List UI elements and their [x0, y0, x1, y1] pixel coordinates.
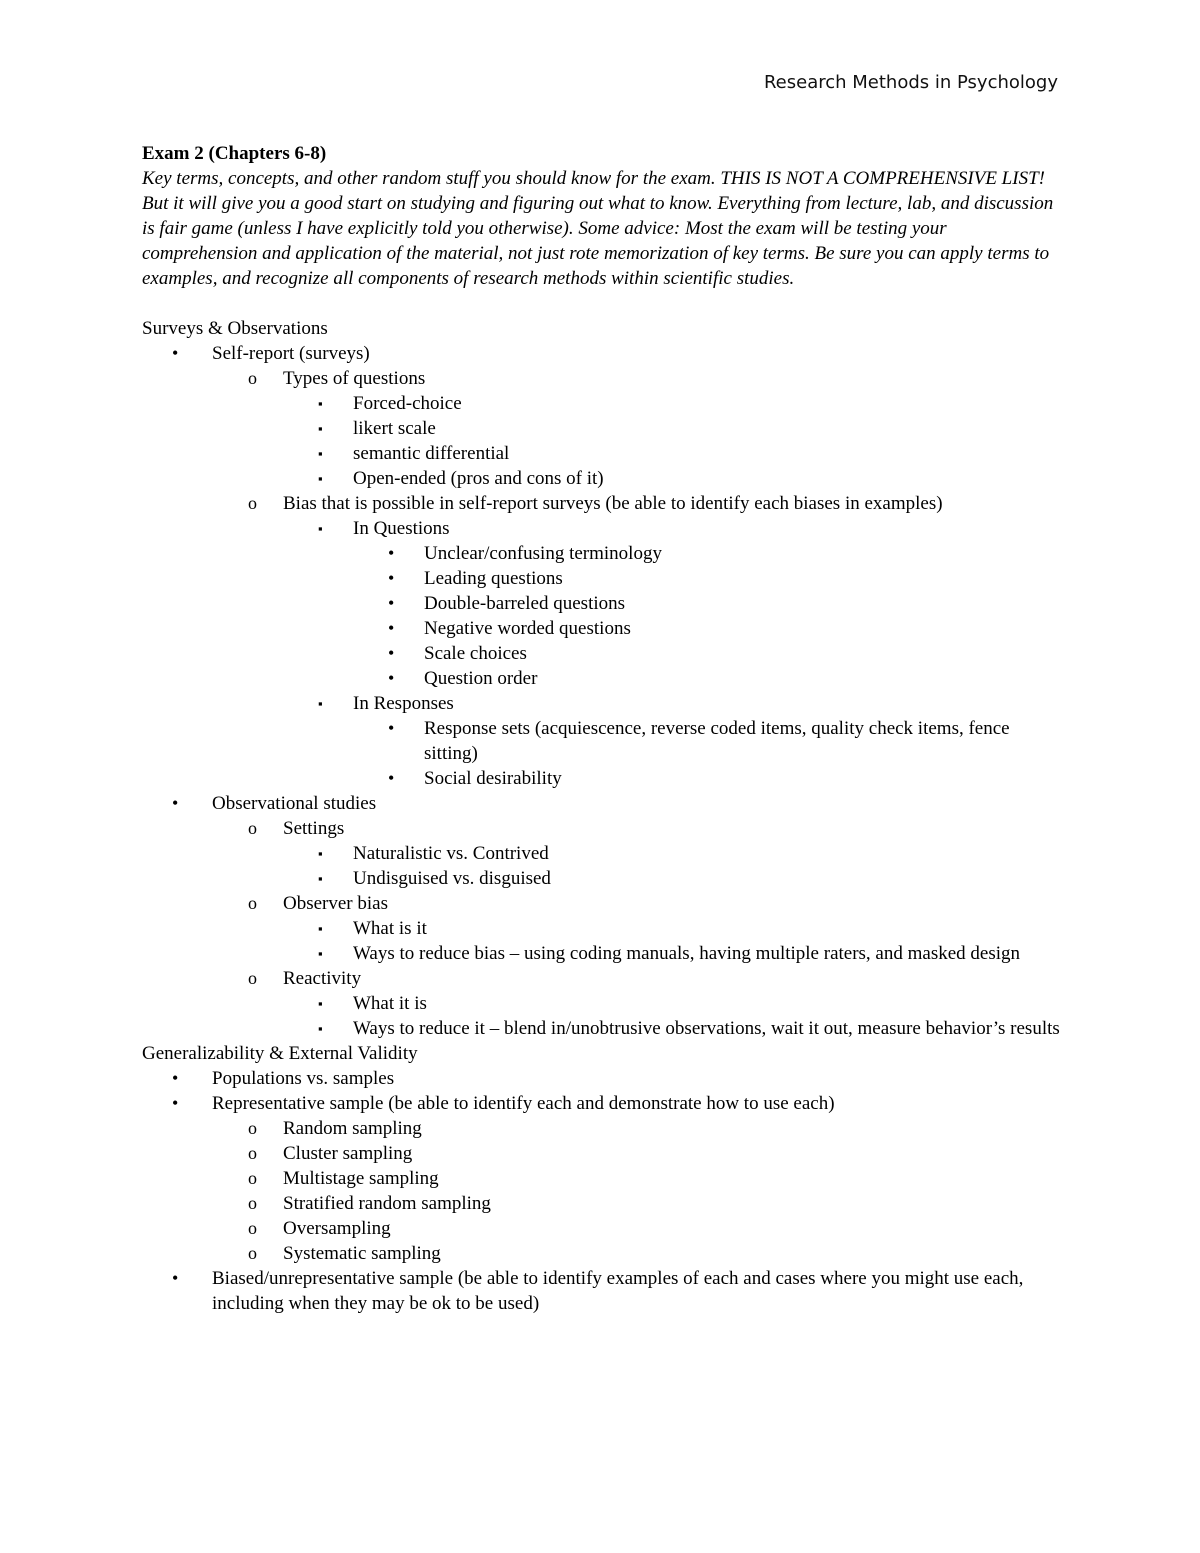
circle-marker-icon: o — [248, 368, 257, 388]
list-item-text: Negative worded questions — [424, 618, 631, 639]
list-item-level-4 — [142, 616, 1062, 641]
list-item-text: What it is — [353, 993, 427, 1014]
list-item-level-1 — [142, 1091, 1062, 1116]
list-item-text: Ways to reduce bias – using coding manuals, having multiple raters, and masked design — [353, 943, 1021, 964]
list-item-level-4 — [142, 666, 1062, 691]
bullet-marker-icon: • — [172, 1068, 179, 1088]
list-item-level-3 — [142, 391, 1062, 416]
list-item-level-3 — [142, 1016, 1062, 1041]
circle-marker-icon: o — [248, 968, 257, 988]
circle-marker-icon: o — [248, 1243, 257, 1263]
list-item-text: semantic differential — [353, 443, 510, 464]
square-marker-icon: ▪ — [318, 696, 323, 711]
list-item-text: Observational studies — [212, 793, 377, 814]
list-item-level-2 — [142, 1191, 1062, 1216]
list-item-text: Double-barreled questions — [424, 593, 626, 614]
list-item-text: Forced-choice — [353, 393, 462, 414]
bullet-marker-icon: • — [388, 593, 395, 613]
bullet-marker-icon: • — [172, 343, 179, 363]
list-item-text: Reactivity — [283, 968, 362, 989]
list-item-text: Types of questions — [283, 368, 426, 389]
list-item-text: Biased/unrepresentative sample (be able to identify examples of each and cases where you might use each, including when they may be ok to be used) — [212, 1268, 1024, 1314]
list-item-level-2 — [142, 891, 1062, 916]
circle-marker-icon: o — [248, 1218, 257, 1238]
circle-marker-icon: o — [248, 893, 257, 913]
circle-marker-icon: o — [248, 818, 257, 838]
list-item-level-2 — [142, 816, 1062, 841]
circle-marker-icon: o — [248, 1143, 257, 1163]
list-item-level-2 — [142, 491, 1062, 516]
list-item-level-3 — [142, 416, 1062, 441]
list-item-level-2 — [142, 1241, 1062, 1266]
bullet-marker-icon: • — [172, 1268, 179, 1288]
list-item-text: Unclear/confusing terminology — [424, 543, 662, 564]
section-heading: Surveys & Observations — [142, 318, 328, 339]
list-item-level-3 — [142, 866, 1062, 891]
page-header: Research Methods in Psychology — [763, 72, 1058, 93]
outline — [142, 316, 1062, 1316]
square-marker-icon: ▪ — [318, 446, 323, 461]
square-marker-icon: ▪ — [318, 921, 323, 936]
circle-marker-icon: o — [248, 1193, 257, 1213]
square-marker-icon: ▪ — [318, 471, 323, 486]
list-item-level-3 — [142, 466, 1062, 491]
square-marker-icon: ▪ — [318, 421, 323, 436]
list-item-text: Leading questions — [424, 568, 563, 589]
list-item-level-2 — [142, 1116, 1062, 1141]
list-item-text: In Questions — [353, 518, 450, 539]
square-marker-icon: ▪ — [318, 996, 323, 1011]
list-item-level-3 — [142, 516, 1062, 541]
list-item-level-1 — [142, 791, 1062, 816]
list-item-text: Scale choices — [424, 643, 527, 664]
bullet-marker-icon: • — [388, 643, 395, 663]
list-item-text: Populations vs. samples — [212, 1068, 395, 1089]
list-item-text: What is it — [353, 918, 427, 939]
list-item-text: Cluster sampling — [283, 1143, 413, 1164]
list-item-text: Settings — [283, 818, 345, 839]
list-item-level-4 — [142, 716, 1062, 766]
bullet-marker-icon: • — [388, 768, 395, 788]
list-item-level-3 — [142, 691, 1062, 716]
square-marker-icon: ▪ — [318, 521, 323, 536]
list-item-level-2 — [142, 1216, 1062, 1241]
list-item-text: Representative sample (be able to identify each and demonstrate how to use each) — [212, 1093, 835, 1114]
list-item-text: Question order — [424, 668, 538, 689]
list-item-level-2 — [142, 1141, 1062, 1166]
list-item-level-1 — [142, 1066, 1062, 1091]
list-item-level-4 — [142, 641, 1062, 666]
document-body — [142, 141, 1062, 1316]
list-item-level-2 — [142, 366, 1062, 391]
list-item-text: In Responses — [353, 693, 454, 714]
list-item-level-2 — [142, 966, 1062, 991]
bullet-marker-icon: • — [388, 568, 395, 588]
intro-paragraph: Key terms, concepts, and other random stuff you should know for the exam. THIS IS NOT A COMPREHENSIVE LIST! But it will give you a good start on studying and figuring out what to know. Everything from lecture, lab, and discussion is fair game (unless I have explicitly told you otherwise). Some advice: Most the exam will be testing your comprehension and application of the material, not just rote memorization of key terms. Be sure you can apply terms to examples, and recognize all components of research methods within scientific studies. — [142, 168, 1054, 289]
list-item-text: Multistage sampling — [283, 1168, 439, 1189]
circle-marker-icon: o — [248, 493, 257, 513]
list-item-level-3 — [142, 916, 1062, 941]
list-item-level-4 — [142, 591, 1062, 616]
section-heading: Generalizability & External Validity — [142, 1043, 418, 1064]
list-item-text: Systematic sampling — [283, 1243, 441, 1264]
square-marker-icon: ▪ — [318, 396, 323, 411]
list-item-level-1 — [142, 341, 1062, 366]
list-item-text: Observer bias — [283, 893, 388, 914]
list-item-level-1 — [142, 1266, 1062, 1316]
list-item-level-3 — [142, 941, 1062, 966]
list-item-level-3 — [142, 441, 1062, 466]
list-item-text: Random sampling — [283, 1118, 422, 1139]
exam-title: Exam 2 (Chapters 6-8) — [142, 143, 327, 164]
list-item-level-3 — [142, 991, 1062, 1016]
list-item-level-3 — [142, 841, 1062, 866]
list-item-level-2 — [142, 1166, 1062, 1191]
list-item-text: Undisguised vs. disguised — [353, 868, 551, 889]
bullet-marker-icon: • — [172, 793, 179, 813]
bullet-marker-icon: • — [388, 718, 395, 738]
list-item-level-4 — [142, 566, 1062, 591]
bullet-marker-icon: • — [388, 668, 395, 688]
bullet-marker-icon: • — [388, 543, 395, 563]
square-marker-icon: ▪ — [318, 946, 323, 961]
list-item-level-4 — [142, 541, 1062, 566]
circle-marker-icon: o — [248, 1168, 257, 1188]
list-item-text: Stratified random sampling — [283, 1193, 491, 1214]
bullet-marker-icon: • — [388, 618, 395, 638]
list-item-text: Naturalistic vs. Contrived — [353, 843, 549, 864]
list-item-text: Social desirability — [424, 768, 562, 789]
bullet-marker-icon: • — [172, 1093, 179, 1113]
list-item-text: Response sets (acquiescence, reverse coded items, quality check items, fence sitting) — [424, 718, 1010, 764]
list-item-text: Self-report (surveys) — [212, 343, 370, 364]
list-item-text: likert scale — [353, 418, 436, 439]
square-marker-icon: ▪ — [318, 1021, 323, 1036]
list-item-text: Open-ended (pros and cons of it) — [353, 468, 604, 489]
square-marker-icon: ▪ — [318, 846, 323, 861]
circle-marker-icon: o — [248, 1118, 257, 1138]
list-item-text: Ways to reduce it – blend in/unobtrusive observations, wait it out, measure behavior’s results — [353, 1018, 1060, 1039]
blank-line — [142, 291, 1062, 316]
square-marker-icon: ▪ — [318, 871, 323, 886]
list-item-text: Oversampling — [283, 1218, 391, 1239]
list-item-level-4 — [142, 766, 1062, 791]
list-item-text: Bias that is possible in self-report surveys (be able to identify each biases in examples) — [283, 493, 943, 514]
